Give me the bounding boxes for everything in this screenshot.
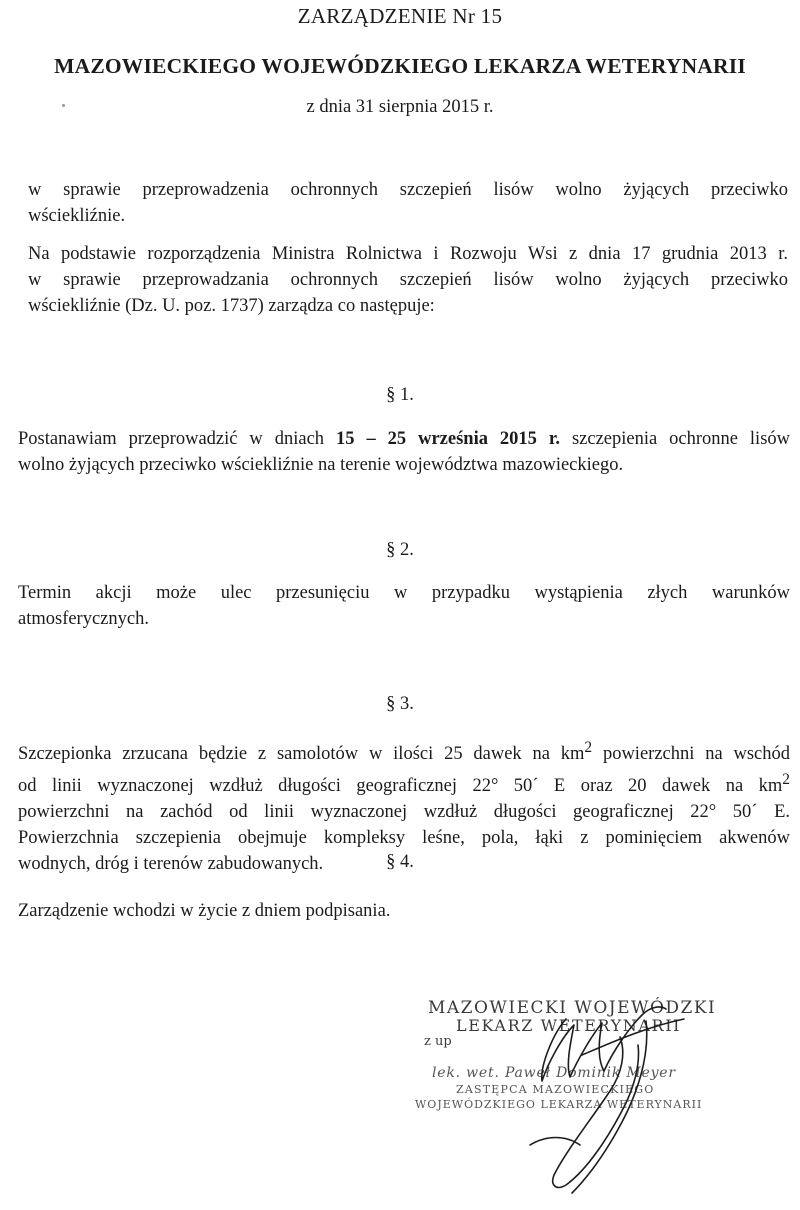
section-4-line: Zarządzenie wchodzi w życie z dniem podpisania. — [18, 901, 391, 921]
section-3-heading: § 3. — [386, 694, 414, 714]
section-3-line: Szczepionka zrzucana będzie z samolotów w ilości 25 dawek na $km^2$ powierzchni na wschód — [18, 739, 791, 765]
document-date: z dnia 31 sierpnia 2015 r. — [306, 97, 494, 117]
section-1-heading: § 1. — [386, 385, 414, 405]
basis-line: w sprawie przeprowadzania ochronnych szczepień lisów wolno żyjących przeciwko — [28, 270, 788, 290]
vaccination-dates: 15 – 25 września 2015 r. — [336, 429, 560, 449]
stamp-zup: z up — [424, 1034, 452, 1049]
subject-line: w sprawie przeprowadzenia ochronnych szczepień lisów wolno żyjących przeciwko — [28, 180, 788, 200]
section-4-heading: § 4. — [386, 852, 414, 872]
subject-line: wściekliźnie. — [28, 206, 126, 226]
basis-line: Na podstawie rozporządzenia Ministra Rolnictwa i Rozwoju Wsi z dnia 17 grudnia 2013 r. — [28, 244, 788, 264]
stamp-line: MAZOWIECKI WOJEWÓDZKI — [428, 998, 717, 1018]
basis-line: wściekliźnie (Dz. U. poz. 1737) zarządza co następuje: — [28, 296, 435, 316]
subject-paragraph — [28, 177, 788, 229]
document-title: ZARZĄDZENIE Nr 15 — [297, 4, 503, 28]
issuing-authority: MAZOWIECKIEGO WOJEWÓDZKIEGO LEKARZA WETERYNARII — [54, 54, 746, 78]
scan-speck — [62, 104, 65, 107]
stamp-line: ZASTĘPCA MAZOWIECKIEGO — [456, 1083, 655, 1096]
section-1-line: wolno żyjących przeciwko wściekliźnie na terenie województwa mazowieckiego. — [18, 455, 624, 475]
stamp-line: WOJEWÓDZKIEGO LEKARZA WETERYNARII — [415, 1098, 703, 1111]
stamp-name: lek. wet. Paweł Dominik Meyer — [432, 1065, 676, 1081]
stamp-line: LEKARZ WETERYNARII — [456, 1016, 682, 1035]
section-2-line: atmosferycznych. — [18, 609, 149, 629]
section-3-line: od linii wyznaczonej wzdłuż długości geograficznej 22° 50´ E oraz 20 dawek na $km^2$ — [18, 771, 790, 797]
legal-basis-paragraph — [28, 241, 788, 319]
section-4-paragraph — [18, 898, 790, 924]
section-2-paragraph — [18, 580, 790, 632]
section-3-line: powierzchni na zachód od linii wyznaczonej wzdłuż długości geograficznej 22° 50´ E. — [18, 802, 790, 823]
handwritten-signature — [470, 985, 710, 1200]
section-2-heading: § 2. — [386, 540, 414, 560]
section-3-line: Powierzchnia szczepienia obejmuje kompleksy leśne, pola, łąki z pominięciem akwenów — [18, 828, 790, 849]
section-2-line: Termin akcji może ulec przesunięciu w przypadku wystąpienia złych warunków — [18, 583, 790, 603]
section-3-line: wodnych, dróg i terenów zabudowanych. — [18, 854, 324, 875]
section-1-line: Postanawiam przeprowadzić w dniach 15 – 25 września 2015 r. szczepienia ochronne lisów — [18, 429, 791, 449]
section-1-paragraph — [18, 426, 790, 478]
